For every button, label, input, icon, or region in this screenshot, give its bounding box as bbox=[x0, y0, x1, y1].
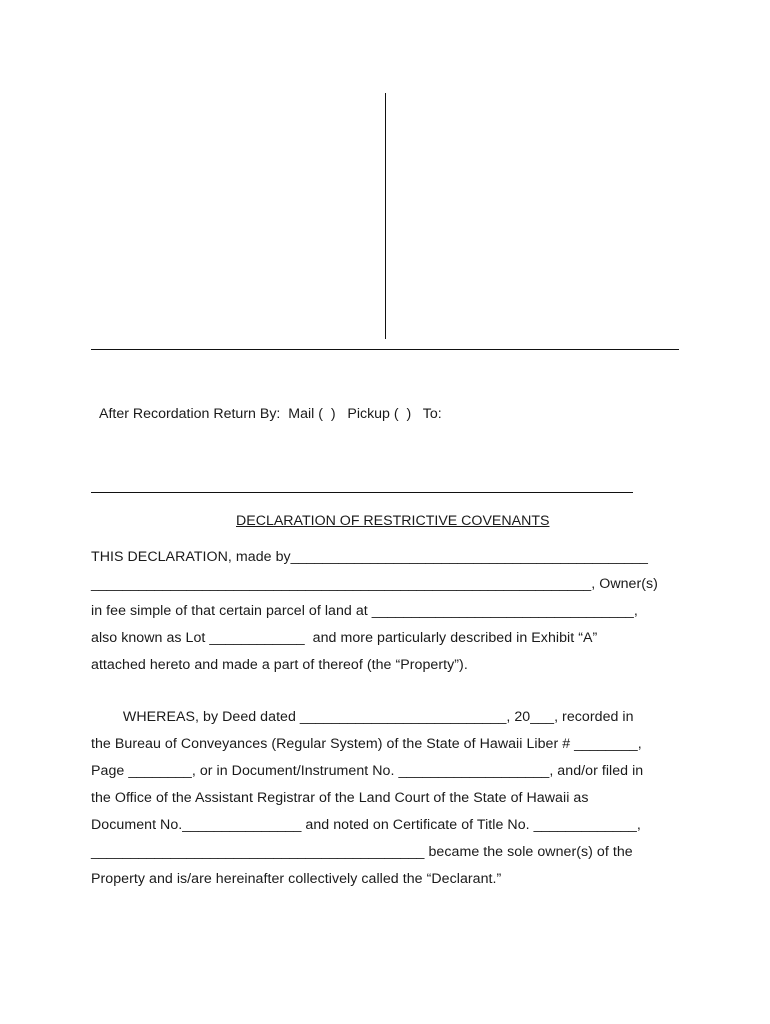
paragraph2-line: Page ________, or in Document/Instrument No. ___________________, and/or filed in bbox=[91, 763, 644, 779]
paragraph2-line: the Bureau of Conveyances (Regular System) of the State of Hawaii Liber # ________, bbox=[91, 736, 642, 752]
paragraph1-line: in fee simple of that certain parcel of land at _________________________________, bbox=[91, 603, 638, 619]
paragraph2-line: the Office of the Assistant Registrar of the Land Court of the State of Hawaii as bbox=[91, 790, 589, 806]
recording-area-rule bbox=[91, 349, 679, 350]
document-title: DECLARATION OF RESTRICTIVE COVENANTS bbox=[236, 513, 550, 529]
paragraph1-line: also known as Lot ____________ and more particularly described in Exhibit “A” bbox=[91, 630, 598, 646]
return-instructions: After Recordation Return By: Mail ( ) Pickup ( ) To: bbox=[99, 406, 442, 422]
paragraph2-line: Document No._______________ and noted on Certificate of Title No. _____________, bbox=[91, 817, 641, 833]
paragraph2-line: __________________________________________ became the sole owner(s) of the bbox=[91, 844, 633, 860]
recording-box-divider bbox=[385, 93, 386, 339]
return-address-rule bbox=[91, 492, 633, 493]
paragraph1-line: attached hereto and made a part of thereof (the “Property”). bbox=[91, 657, 468, 673]
paragraph2-line: WHEREAS, by Deed dated __________________________, 20___, recorded in bbox=[91, 709, 634, 725]
paragraph1-line: _______________________________________________________________, Owner(s) bbox=[91, 576, 658, 592]
paragraph2-line: Property and is/are hereinafter collectively called the “Declarant.” bbox=[91, 871, 502, 887]
paragraph1-line: THIS DECLARATION, made by_____________________________________________ bbox=[91, 549, 648, 565]
